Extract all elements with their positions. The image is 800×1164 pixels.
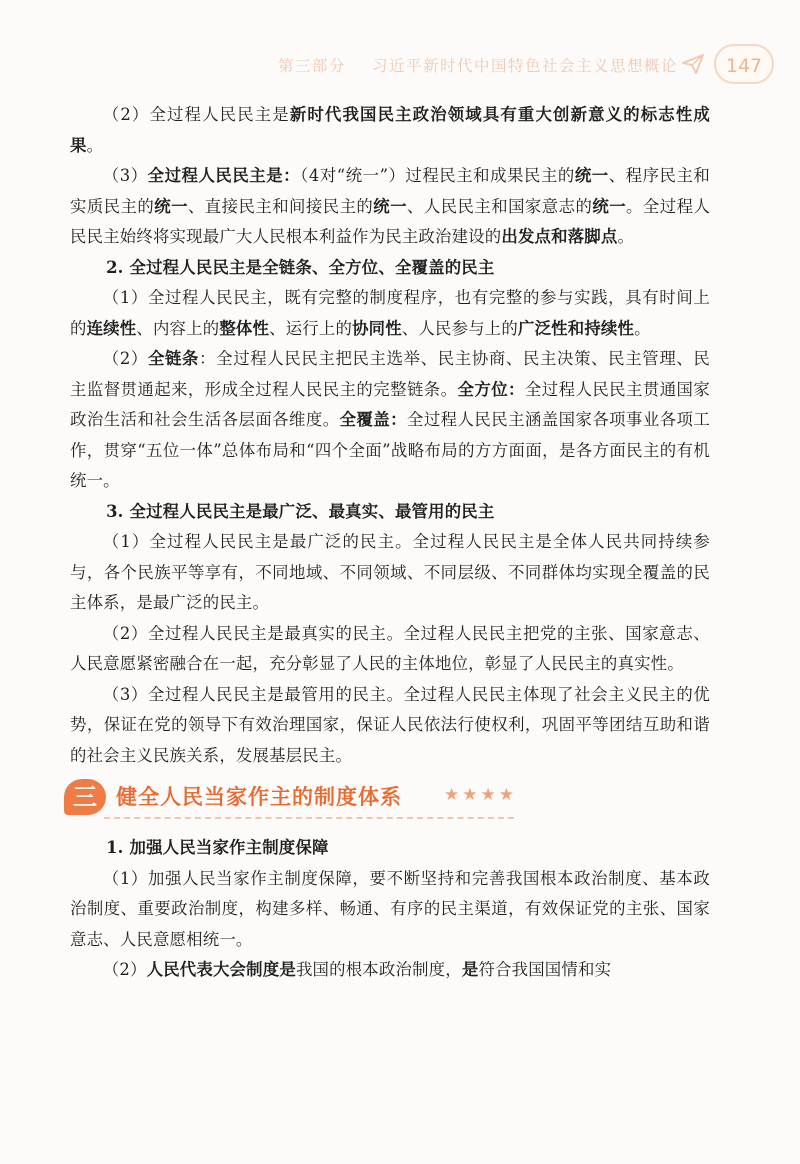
dashed-divider — [104, 817, 514, 819]
page-header — [0, 40, 800, 92]
paragraph: （2）全过程人民民主是新时代我国民主政治领域具有重大创新意义的标志性成果。 — [70, 105, 710, 155]
paragraph: （2）全过程人民民主是最真实的民主。全过程人民民主把党的主张、国家意志、人民意愿紧密融合在一起，充分彰显了人民的主体地位，彰显了人民民主的真实性。 — [70, 623, 710, 673]
header-text — [278, 54, 678, 76]
subheading: 3. 全过程人民民主是最广泛、最真实、最管用的民主 — [106, 501, 495, 521]
section-number-badge: 三 — [64, 779, 106, 815]
paragraph: （2）全链条：全过程人民民主把民主选举、民主协商、民主决策、民主管理、民主监督贯通起来，形成全过程人民民主的完整链条。全方位：全过程人民民主贯通国家政治生活和社会生活各层面各维度。全覆盖：全过程人民民主涵盖国家各项事业各项工作，贯穿“五位一体”总体布局和“四个全面”战略布局的方方面面，是各方面民主的有机统一。 — [70, 349, 710, 490]
importance-stars: ★★★★ — [444, 785, 517, 805]
paragraph: （1）全过程人民民主是最广泛的民主。全过程人民民主是全体人民共同持续参与，各个民族平等享有，不同地域、不同领域、不同层级、不同群体均实现全覆盖的民主体系，是最广泛的民主。 — [70, 532, 710, 612]
header-part: 第三部分 — [277, 57, 346, 75]
subheading: 1. 加强人民当家作主制度保障 — [106, 838, 329, 857]
paper-plane-icon — [682, 54, 704, 74]
header-book-title: 习近平新时代中国特色社会主义思想概论 — [371, 57, 678, 75]
paragraph: （1）加强人民当家作主制度保障，要不断坚持和完善我国根本政治制度、基本政治制度、重要政治制度，构建多样、畅通、有序的民主渠道，有效保证党的主张、国家意志、人民意愿相统一。 — [70, 868, 710, 949]
section-heading — [64, 775, 710, 825]
page-number: 147 — [714, 44, 774, 84]
page-body — [70, 100, 710, 986]
section-title: 健全人民当家作主的制度体系 — [116, 785, 402, 809]
subheading: 2. 全过程人民民主是全链条、全方位、全覆盖的民主 — [106, 257, 495, 277]
paragraph: （3）全过程人民民主是：（4对“统一”）过程民主和成果民主的统一、程序民主和实质民主的统一、直接民主和间接民主的统一、人民民主和国家意志的统一。全过程人民民主始终将实现最广大人民根本利益作为民主政治建设的出发点和落脚点。 — [70, 166, 711, 246]
paragraph: （2）人民代表大会制度是我国的根本政治制度，是符合我国国情和实 — [102, 960, 612, 979]
paragraph: （3）全过程人民民主是最管用的民主。全过程人民民主体现了社会主义民主的优势，保证在党的领导下有效治理国家，保证人民依法行使权利，巩固平等团结互助和谐的社会主义民族关系，发展基层民主。 — [70, 684, 710, 765]
paragraph: （1）全过程人民民主，既有完整的制度程序，也有完整的参与实践，具有时间上的连续性、内容上的整体性、运行上的协同性、人民参与上的广泛性和持续性。 — [70, 288, 710, 338]
